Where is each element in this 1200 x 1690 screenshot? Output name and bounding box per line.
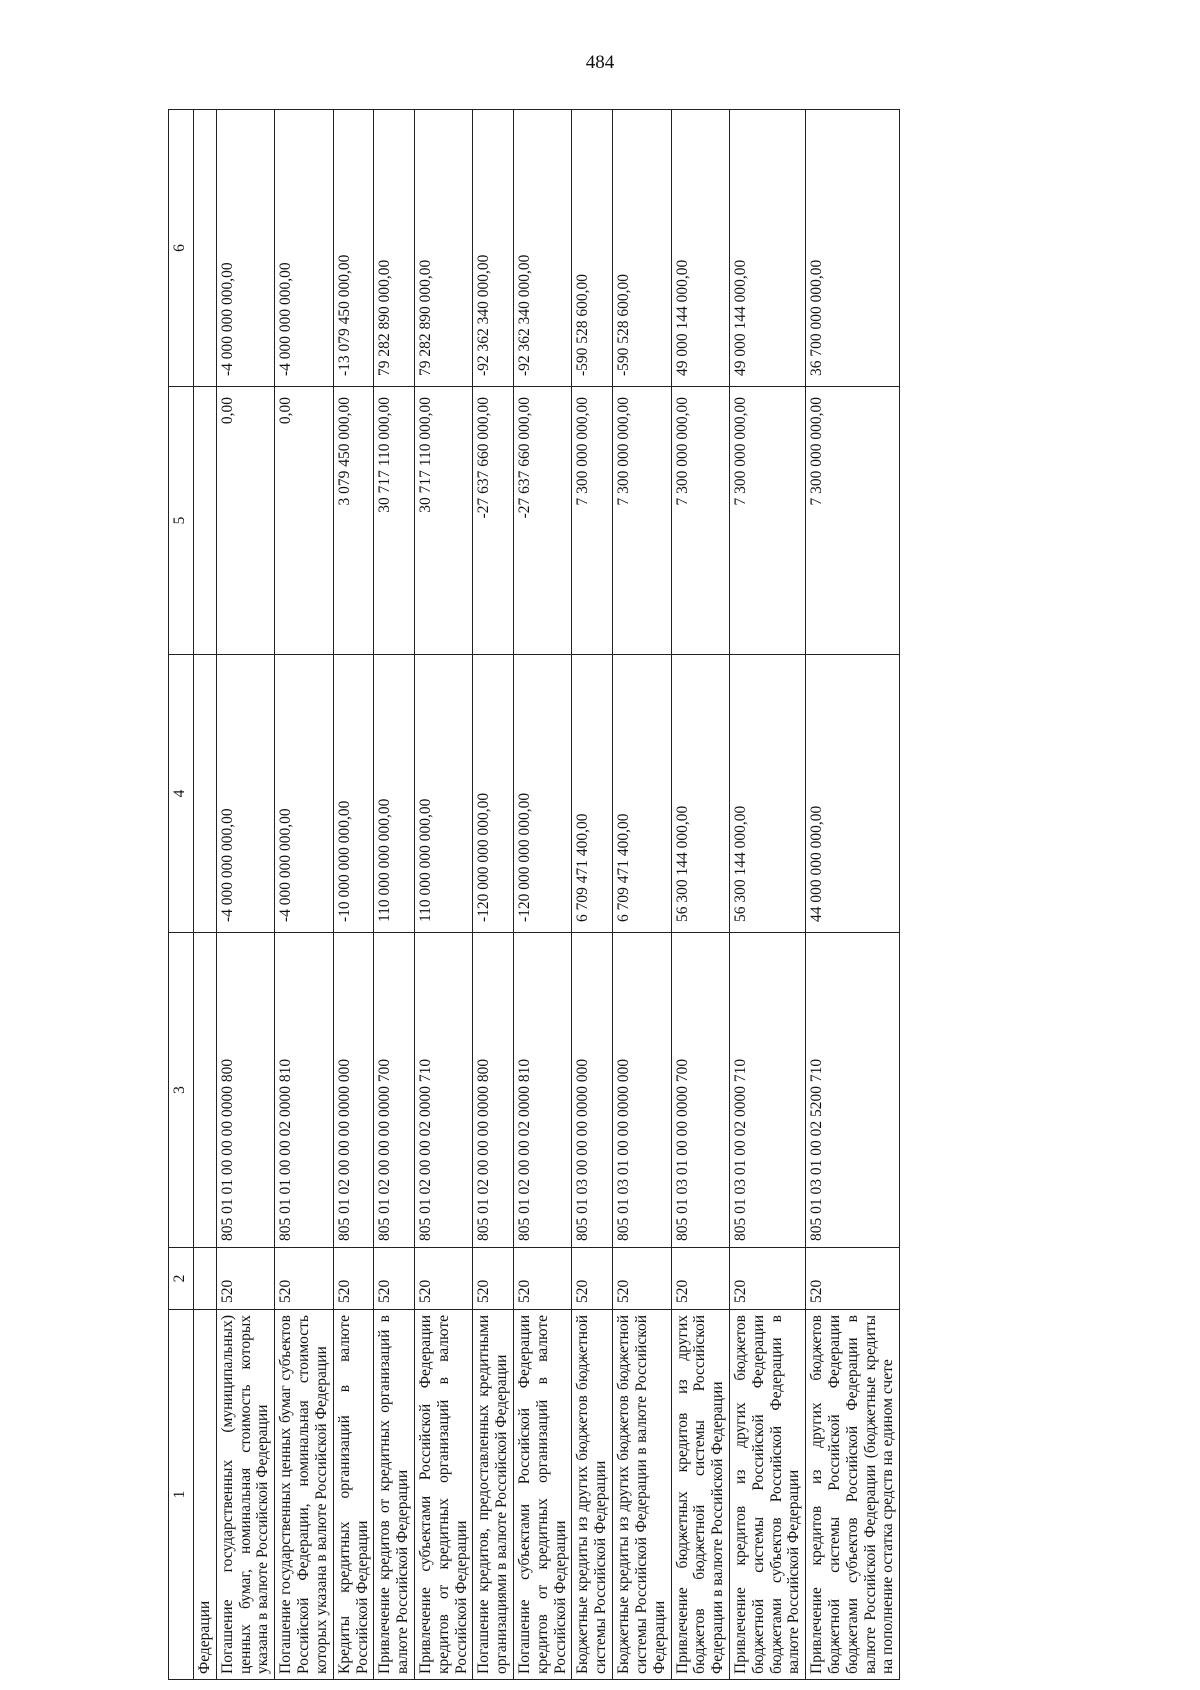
row-admin-code: 520 — [216, 1248, 274, 1310]
table-row — [333, 110, 374, 1680]
row-value-col6: -4 000 000 000,00 — [216, 110, 274, 387]
row-value-col6: -92 362 340 000,00 — [473, 110, 514, 387]
table-row — [414, 110, 472, 1680]
row-value-col5: 7 300 000 000,00 — [806, 387, 900, 655]
table-row — [729, 110, 805, 1680]
row-admin-code: 520 — [729, 1248, 805, 1310]
row-name: Привлечение кредитов от кредитных организаций в валюте Российской Федерации — [374, 1310, 415, 1680]
row-value-col4: 6 709 471 400,00 — [572, 655, 613, 933]
table-row — [374, 110, 415, 1680]
column-header: 6 — [169, 110, 194, 387]
row-admin-code: 520 — [572, 1248, 613, 1310]
row-name: Погашение субъектами Российской Федерации кредитов от кредитных организаций в валюте Российской Федерации — [514, 1310, 572, 1680]
column-header: 5 — [169, 387, 194, 655]
row-admin-code: 520 — [333, 1248, 374, 1310]
row-name: Привлечение бюджетных кредитов из других бюджетов бюджетной системы Российской Федерации в валюте Российской Федерации — [671, 1310, 729, 1680]
row-name: Кредиты кредитных организаций в валюте Российской Федерации — [333, 1310, 374, 1680]
row-value-col4: 110 000 000 000,00 — [374, 655, 415, 933]
row-admin-code: 520 — [514, 1248, 572, 1310]
row-classification-code: 805 01 01 00 00 00 0000 800 — [216, 933, 274, 1248]
table-row — [806, 110, 900, 1680]
row-name: Бюджетные кредиты из других бюджетов бюджетной системы Российской Федерации в валюте Российской Федерации — [613, 1310, 671, 1680]
row-name: Бюджетные кредиты из других бюджетов бюджетной системы Российской Федерации — [572, 1310, 613, 1680]
row-value-col4: -120 000 000 000,00 — [473, 655, 514, 933]
row-value-col5: 30 717 110 000,00 — [374, 387, 415, 655]
table-row — [216, 110, 274, 1680]
row-value-col6: -13 079 450 000,00 — [333, 110, 374, 387]
row-value-col6: -92 362 340 000,00 — [514, 110, 572, 387]
table-row — [514, 110, 572, 1680]
table-row — [572, 110, 613, 1680]
row-value-col4: -4 000 000 000,00 — [216, 655, 274, 933]
row-classification-code: 805 01 03 01 00 00 0000 700 — [671, 933, 729, 1248]
row-value-col4: 56 300 144 000,00 — [729, 655, 805, 933]
row-value-col6: -4 000 000 000,00 — [275, 110, 333, 387]
row-value-col4: 6 709 471 400,00 — [613, 655, 671, 933]
row-value-col6: 79 282 890 000,00 — [374, 110, 415, 387]
row-value-col6: 49 000 144 000,00 — [729, 110, 805, 387]
row-value-col5: 7 300 000 000,00 — [671, 387, 729, 655]
column-header: 4 — [169, 655, 194, 933]
row-admin-code: 520 — [671, 1248, 729, 1310]
row-value-col5: -27 637 660 000,00 — [514, 387, 572, 655]
table-row — [473, 110, 514, 1680]
row-value-col6: 36 700 000 000,00 — [806, 110, 900, 387]
continuation-text: Федерации — [194, 1310, 217, 1680]
row-name: Привлечение субъектами Российской Федерации кредитов от кредитных организаций в валюте Российской Федерации — [414, 1310, 472, 1680]
row-value-col4: 56 300 144 000,00 — [671, 655, 729, 933]
row-admin-code: 520 — [613, 1248, 671, 1310]
row-admin-code: 520 — [414, 1248, 472, 1310]
row-classification-code: 805 01 03 00 00 00 0000 000 — [572, 933, 613, 1248]
row-value-col5: 0,00 — [275, 387, 333, 655]
row-admin-code: 520 — [806, 1248, 900, 1310]
row-classification-code: 805 01 01 00 00 02 0000 810 — [275, 933, 333, 1248]
row-name: Погашение кредитов, предоставленных кредитными организациями в валюте Российской Федерации — [473, 1310, 514, 1680]
row-value-col5: 7 300 000 000,00 — [729, 387, 805, 655]
column-header: 1 — [169, 1310, 194, 1680]
row-name: Погашение государственных (муниципальных) ценных бумаг, номинальная стоимость которых указана в валюте Российской Федерации — [216, 1310, 274, 1680]
row-value-col5: 3 079 450 000,00 — [333, 387, 374, 655]
column-header: 2 — [169, 1248, 194, 1310]
continuation-row — [194, 110, 217, 1680]
row-classification-code: 805 01 02 00 00 00 0000 800 — [473, 933, 514, 1248]
rotated-table-container — [168, 110, 1088, 1680]
row-value-col5: 30 717 110 000,00 — [414, 387, 472, 655]
row-classification-code: 805 01 03 01 00 02 0000 710 — [729, 933, 805, 1248]
row-value-col5: 7 300 000 000,00 — [613, 387, 671, 655]
row-name: Привлечение кредитов из других бюджетов бюджетной системы Российской Федерации бюджетами субъектов Российской Федерации в валюте Российской Федерации (бюджетные кредиты на пополнение остатка средств на едином счете — [806, 1310, 900, 1680]
row-value-col4: -120 000 000 000,00 — [514, 655, 572, 933]
row-name: Погашение государственных ценных бумаг субъектов Российской Федерации, номинальная стоимость которых указана в валюте Российской Федерации — [275, 1310, 333, 1680]
row-value-col4: 44 000 000 000,00 — [806, 655, 900, 933]
page-number: 484 — [585, 52, 615, 73]
table-row — [671, 110, 729, 1680]
row-value-col6: -590 528 600,00 — [613, 110, 671, 387]
column-header: 3 — [169, 933, 194, 1248]
row-value-col4: -4 000 000 000,00 — [275, 655, 333, 933]
row-value-col5: -27 637 660 000,00 — [473, 387, 514, 655]
row-value-col5: 0,00 — [216, 387, 274, 655]
row-classification-code: 805 01 02 00 00 00 0000 700 — [374, 933, 415, 1248]
row-admin-code: 520 — [473, 1248, 514, 1310]
row-value-col6: 49 000 144 000,00 — [671, 110, 729, 387]
row-classification-code: 805 01 02 00 00 02 0000 810 — [514, 933, 572, 1248]
row-classification-code: 805 01 03 01 00 00 0000 000 — [613, 933, 671, 1248]
row-name: Привлечение кредитов из других бюджетов бюджетной системы Российской Федерации бюджетами субъектов Российской Федерации в валюте Российской Федерации — [729, 1310, 805, 1680]
row-value-col6: 79 282 890 000,00 — [414, 110, 472, 387]
row-classification-code: 805 01 02 00 00 00 0000 000 — [333, 933, 374, 1248]
row-classification-code: 805 01 02 00 00 02 0000 710 — [414, 933, 472, 1248]
budget-table — [168, 109, 900, 1680]
row-value-col6: -590 528 600,00 — [572, 110, 613, 387]
table-row — [275, 110, 333, 1680]
row-value-col4: 110 000 000 000,00 — [414, 655, 472, 933]
row-value-col4: -10 000 000 000,00 — [333, 655, 374, 933]
table-row — [613, 110, 671, 1680]
row-classification-code: 805 01 03 01 00 02 5200 710 — [806, 933, 900, 1248]
row-admin-code: 520 — [275, 1248, 333, 1310]
header-row — [169, 110, 194, 1680]
row-admin-code: 520 — [374, 1248, 415, 1310]
row-value-col5: 7 300 000 000,00 — [572, 387, 613, 655]
